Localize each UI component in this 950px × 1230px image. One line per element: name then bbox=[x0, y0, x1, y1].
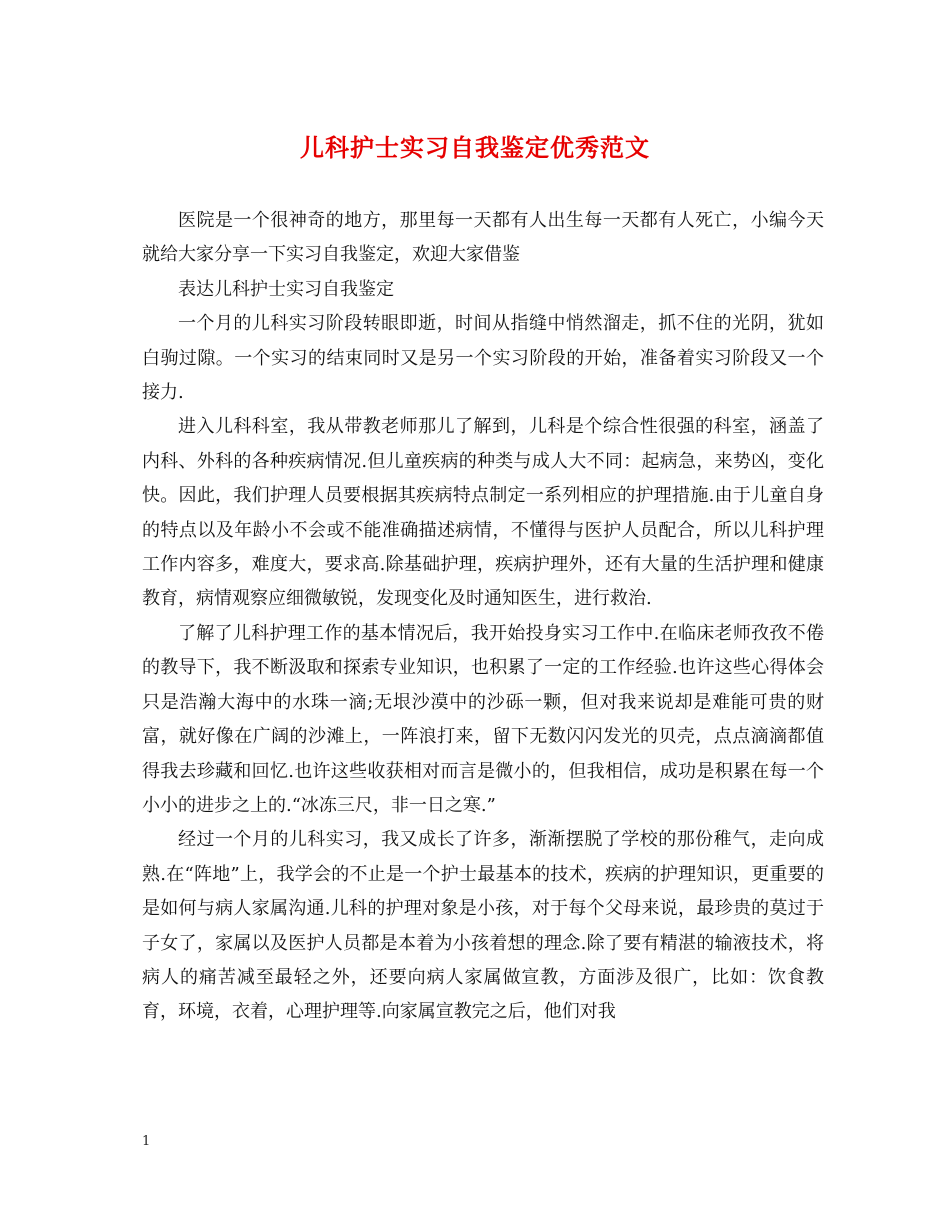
paragraph-subheading: 表达儿科护士实习自我鉴定 bbox=[178, 278, 394, 300]
page-number: 1 bbox=[142, 1134, 151, 1149]
paragraph-1: 一个月的儿科实习阶段转眼即逝，时间从指缝中悄然溜走，抓不住的光阴，犹如白驹过隙。一个实习的结束同时又是另一个实习阶段的开始，准备着实习阶段又一个接力. bbox=[142, 313, 824, 404]
paragraph-intro: 医院是一个很神奇的地方，那里每一天都有人出生每一天都有人死亡，小编今天就给大家分享一下实习自我鉴定，欢迎大家借鉴 bbox=[142, 210, 824, 266]
paragraph-4: 经过一个月的儿科实习，我又成长了许多，渐渐摆脱了学校的那份稚气，走向成熟.在“阵地”上，我学会的不止是一个护士最基本的技术，疾病的护理知识，更重要的是如何与病人家属沟通.儿科的护理对象是小孩，对于每个父母来说，最珍贵的莫过于子女了，家属以及医护人员都是本着为小孩着想的理念.除了要有精湛的输液技术，将病人的痛苦减至最轻之外，还要向病人家属做宣教，方面涉及很广，比如：饮食教育，环境，衣着，心理护理等.向家属宣教完之后，他们对我 bbox=[142, 829, 824, 1023]
paragraph-3: 了解了儿科护理工作的基本情况后，我开始投身实习工作中.在临床老师孜孜不倦的教导下，我不断汲取和探索专业知识，也积累了一定的工作经验.也许这些心得体会只是浩瀚大海中的水珠一滴;无垠沙漠中的沙砾一颗，但对我来说却是难能可贵的财富，就好像在广阔的沙滩上，一阵浪打来，留下无数闪闪发光的贝壳，点点滴滴都值得我去珍藏和回忆.也许这些收获相对而言是微小的，但我相信，成功是积累在每一个小小的进步之上的.“冰冻三尺，非一日之寒.” bbox=[142, 622, 824, 816]
document-body bbox=[142, 204, 824, 1030]
document-title: 儿科护士实习自我鉴定优秀范文 bbox=[300, 133, 650, 162]
paragraph-2: 进入儿科科室，我从带教老师那儿了解到，儿科是个综合性很强的科室，涵盖了内科、外科的各种疾病情况.但儿童疾病的种类与成人大不同：起病急，来势凶，变化快。因此，我们护理人员要根据其疾病特点制定一系列相应的护理措施.由于儿童自身的特点以及年龄小不会或不能准确描述病情，不懂得与医护人员配合，所以儿科护理工作内容多，难度大，要求高.除基础护理，疾病护理外，还有大量的生活护理和健康教育，病情观察应细微敏锐，发现变化及时通知医生，进行救治. bbox=[142, 416, 824, 610]
